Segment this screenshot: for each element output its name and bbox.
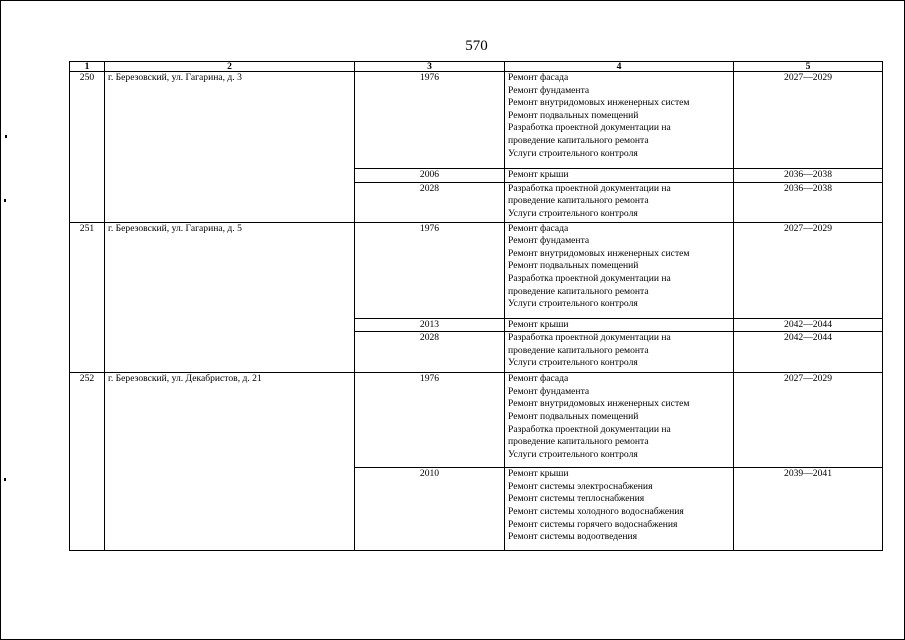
column-header: 2 bbox=[105, 62, 355, 72]
table-row bbox=[70, 72, 883, 169]
construction-year: 2028 bbox=[355, 182, 505, 222]
repair-schedule-table bbox=[69, 61, 883, 551]
work-item: Ремонт фасада bbox=[508, 72, 569, 83]
work-item: Ремонт системы горячего водоснабжения bbox=[508, 518, 678, 530]
work-item: Разработка проектной документации на bbox=[508, 182, 671, 194]
work-item: Ремонт системы электроснабжения bbox=[508, 480, 653, 492]
work-item: Услуги строительного контроля bbox=[508, 448, 638, 460]
work-item: Ремонт фундамента bbox=[508, 84, 590, 96]
construction-year: 1976 bbox=[355, 222, 505, 318]
entry-address: г. Березовский, ул. Декабристов, д. 21 bbox=[105, 373, 355, 551]
work-item: Ремонт внутридомовых инженерных систем bbox=[508, 97, 690, 109]
repair-period: 2042—2044 bbox=[734, 318, 883, 332]
repair-period: 2027—2029 bbox=[734, 72, 883, 169]
construction-year: 2013 bbox=[355, 318, 505, 332]
works-list bbox=[505, 373, 734, 468]
works-list bbox=[505, 332, 734, 373]
work-item: Ремонт подвальных помещений bbox=[508, 260, 639, 272]
column-header: 5 bbox=[734, 62, 883, 72]
work-item: Ремонт подвальных помещений bbox=[508, 109, 639, 121]
works-list bbox=[505, 72, 734, 169]
scan-speck bbox=[5, 135, 7, 138]
construction-year: 1976 bbox=[355, 72, 505, 169]
work-item: Ремонт внутридомовых инженерных систем bbox=[508, 247, 690, 259]
entry-address: г. Березовский, ул. Гагарина, д. 5 bbox=[105, 222, 355, 373]
repair-period: 2027—2029 bbox=[734, 373, 883, 468]
work-item: Ремонт фундамента bbox=[508, 235, 590, 247]
works-list bbox=[505, 169, 734, 183]
repair-period: 2027—2029 bbox=[734, 222, 883, 318]
page-number: 570 bbox=[465, 38, 488, 54]
work-item: Ремонт внутридомовых инженерных систем bbox=[508, 398, 690, 410]
work-item: Ремонт крыши bbox=[508, 468, 569, 480]
table-row bbox=[70, 373, 883, 468]
repair-period: 2039—2041 bbox=[734, 468, 883, 551]
column-header: 1 bbox=[70, 62, 105, 72]
construction-year: 2010 bbox=[355, 468, 505, 551]
entry-address: г. Березовский, ул. Гагарина, д. 3 bbox=[105, 72, 355, 223]
work-item: проведение капитального ремонта bbox=[508, 285, 649, 297]
work-item: Ремонт фундамента bbox=[508, 385, 590, 397]
work-item: Ремонт подвальных помещений bbox=[508, 410, 639, 422]
repair-period: 2036—2038 bbox=[734, 169, 883, 183]
work-item: Услуги строительного контроля bbox=[508, 357, 638, 369]
entry-number: 250 bbox=[70, 72, 105, 223]
work-item: Услуги строительного контроля bbox=[508, 298, 638, 310]
works-list bbox=[505, 318, 734, 332]
construction-year: 2006 bbox=[355, 169, 505, 183]
work-item: Разработка проектной документации на bbox=[508, 122, 671, 134]
work-item: проведение капитального ремонта bbox=[508, 195, 649, 207]
repair-period: 2036—2038 bbox=[734, 182, 883, 222]
repair-period: 2042—2044 bbox=[734, 332, 883, 373]
work-item: проведение капитального ремонта bbox=[508, 134, 649, 146]
work-item: проведение капитального ремонта bbox=[508, 436, 649, 448]
work-item: Услуги строительного контроля bbox=[508, 147, 638, 159]
work-item: Ремонт системы холодного водоснабжения bbox=[508, 505, 684, 517]
work-item: Услуги строительного контроля bbox=[508, 207, 638, 219]
work-item: Ремонт крыши bbox=[508, 169, 569, 180]
work-item: Разработка проектной документации на bbox=[508, 423, 671, 435]
works-list bbox=[505, 182, 734, 222]
entry-number: 252 bbox=[70, 373, 105, 551]
column-header: 3 bbox=[355, 62, 505, 72]
entry-number: 251 bbox=[70, 222, 105, 373]
work-item: Ремонт системы теплоснабжения bbox=[508, 493, 645, 505]
work-item: Разработка проектной документации на bbox=[508, 272, 671, 284]
work-item: проведение капитального ремонта bbox=[508, 344, 649, 356]
work-item: Ремонт фасада bbox=[508, 373, 569, 385]
work-item: Ремонт системы водоотведения bbox=[508, 531, 638, 543]
construction-year: 1976 bbox=[355, 373, 505, 468]
scan-speck bbox=[4, 199, 6, 202]
work-item: Ремонт крыши bbox=[508, 318, 569, 330]
work-item: Разработка проектной документации на bbox=[508, 332, 671, 344]
work-item: Ремонт фасада bbox=[508, 222, 569, 234]
scan-speck bbox=[4, 478, 6, 481]
works-list bbox=[505, 468, 734, 551]
column-header: 4 bbox=[505, 62, 734, 72]
column-number-row bbox=[70, 62, 883, 72]
construction-year: 2028 bbox=[355, 332, 505, 373]
works-list bbox=[505, 222, 734, 318]
table-row bbox=[70, 222, 883, 318]
